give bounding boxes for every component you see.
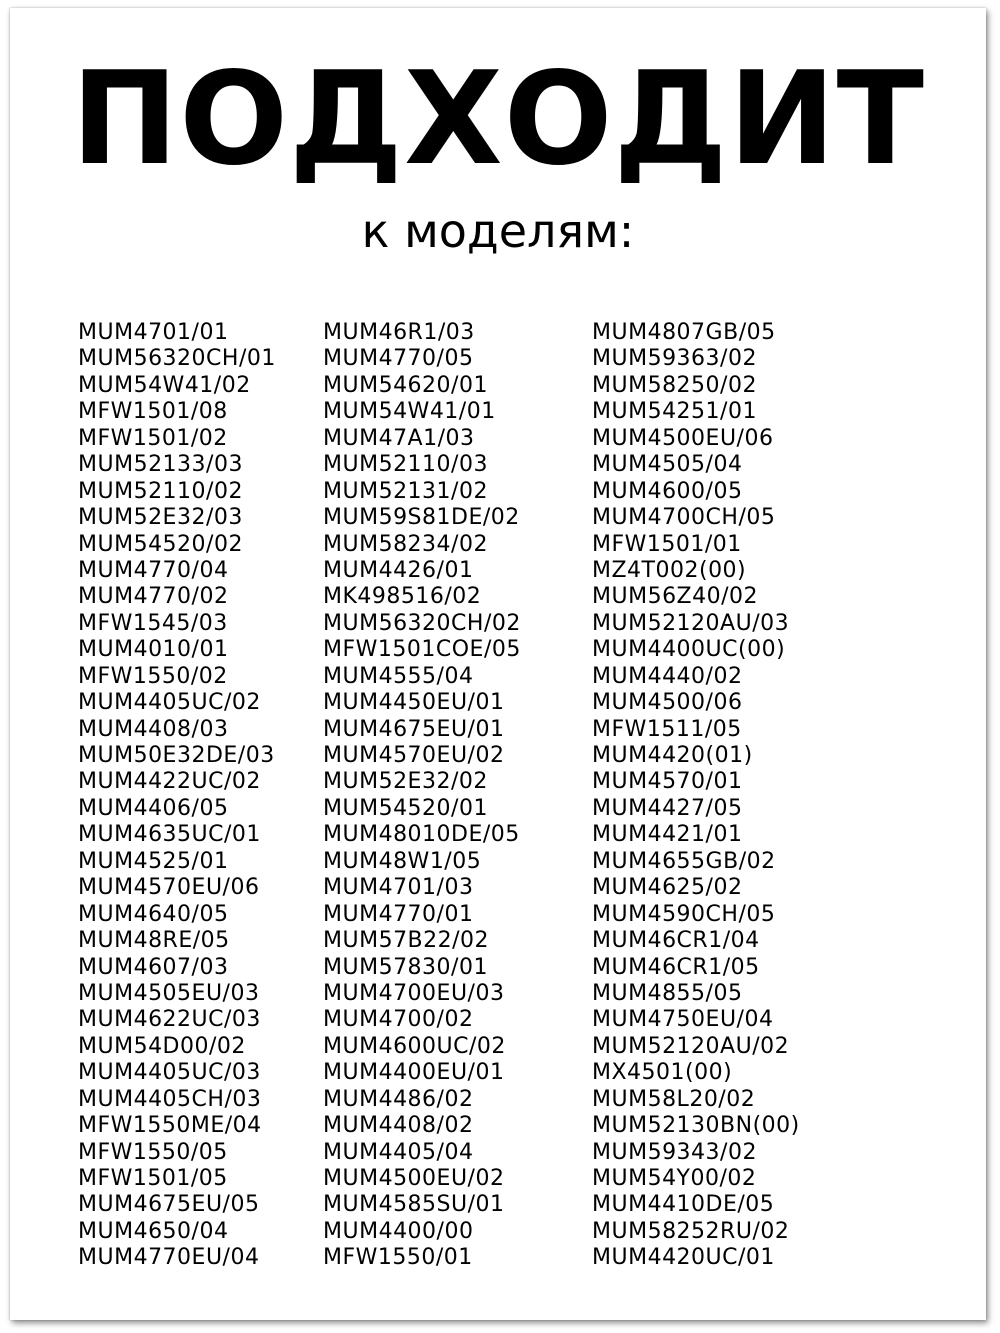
model-item: MUM48W1/05 (323, 848, 482, 874)
model-item: MUM4400UC(00) (592, 637, 786, 663)
model-item: MUM4570EU/02 (323, 743, 505, 768)
model-item: MUM4770/05 (323, 346, 474, 372)
model-item: MFW1550/02 (78, 663, 228, 689)
model-item: MUM4770/01 (323, 901, 474, 927)
model-item: MX4501(00) (592, 1060, 733, 1086)
model-item: MUM4655GB/02 (592, 848, 776, 874)
model-item: MUM54W41/02 (78, 372, 251, 398)
model-item: MUM48010DE/05 (323, 822, 520, 848)
model-item: MUM4505EU/03 (78, 980, 260, 1006)
model-item: MUM4450EU/01 (323, 690, 505, 716)
model-item: MUM4750EU/04 (592, 1007, 774, 1033)
model-item: MFW1550/01 (323, 1245, 473, 1271)
model-item: MUM4770/04 (78, 557, 229, 583)
model-item: MUM57B22/02 (323, 928, 490, 954)
model-item: MUM4500/06 (592, 690, 743, 716)
model-item: MUM4406/05 (78, 795, 229, 821)
model-item: MUM4525/01 (78, 848, 229, 874)
model-item: MUM4405/04 (323, 1139, 474, 1165)
model-item: MUM4570EU/06 (78, 875, 260, 901)
model-item: MUM4500EU/02 (323, 1166, 505, 1191)
model-item: MUM4770EU/04 (78, 1245, 260, 1271)
model-item: MUM4640/05 (78, 901, 229, 927)
model-item: MUM4405UC/03 (78, 1060, 261, 1086)
model-item: MUM4770/02 (78, 584, 229, 610)
model-item: MUM4486/02 (323, 1086, 474, 1112)
model-item: MUM54Y00/02 (592, 1166, 757, 1191)
model-item: MUM4420(01) (592, 743, 753, 768)
model-item: MUM56320CH/02 (323, 610, 521, 636)
model-item: MUM46R1/03 (323, 320, 475, 345)
model-item: MUM58252RU/02 (592, 1218, 790, 1244)
model-item: MUM52130BN(00) (592, 1113, 800, 1139)
model-item: MUM4635UC/01 (78, 822, 261, 848)
model-item: MFW1545/03 (78, 610, 228, 636)
model-item: MFW1501COE/05 (323, 637, 521, 663)
model-item: MUM4422UC/02 (78, 769, 261, 795)
model-item: MUM4426/01 (323, 557, 474, 583)
model-item: MUM46CR1/04 (592, 928, 760, 954)
model-item: MUM48RE/05 (78, 928, 230, 954)
model-item: MUM56320CH/01 (78, 346, 276, 372)
model-item: MUM58250/02 (592, 372, 757, 398)
model-item: MFW1550ME/04 (78, 1113, 262, 1139)
model-list-column-2 (323, 320, 521, 1272)
model-item: MUM4405CH/03 (78, 1086, 262, 1112)
model-item: MUM52110/02 (78, 478, 243, 504)
page-subtitle: к моделям: (361, 204, 635, 258)
model-item: MUM58L20/02 (592, 1086, 756, 1112)
model-item: MUM4675EU/05 (78, 1192, 260, 1218)
model-item: MUM4701/01 (78, 320, 229, 345)
model-item: MUM59343/02 (592, 1139, 757, 1165)
model-item: MUM4807GB/05 (592, 320, 776, 345)
model-item: MUM54620/01 (323, 372, 488, 398)
model-item: MUM52E32/02 (323, 769, 488, 795)
model-item: MFW1501/02 (78, 425, 228, 451)
model-item: MUM4420UC/01 (592, 1245, 775, 1271)
model-item: MUM4700CH/05 (592, 505, 776, 531)
model-item: MUM4570/01 (592, 769, 743, 795)
model-item: MUM4585SU/01 (323, 1192, 505, 1218)
model-item: MUM58234/02 (323, 531, 488, 557)
model-item: MFW1511/05 (592, 716, 742, 742)
model-item: MUM52110/03 (323, 452, 488, 478)
model-item: MUM50E32DE/03 (78, 743, 275, 768)
model-item: MUM56Z40/02 (592, 584, 759, 610)
model-item: MUM4600/05 (592, 478, 743, 504)
model-item: MUM4500EU/06 (592, 425, 774, 451)
model-item: MUM4675EU/01 (323, 716, 505, 742)
model-item: MUM54520/02 (78, 531, 243, 557)
model-item: MUM4855/05 (592, 980, 743, 1006)
model-item: MUM4622UC/03 (78, 1007, 261, 1033)
model-item: MUM4010/01 (78, 637, 229, 663)
model-item: MUM52120AU/03 (592, 610, 790, 636)
model-item: MUM4400EU/01 (323, 1060, 505, 1086)
model-item: MUM59363/02 (592, 346, 757, 372)
model-item: MUM4427/05 (592, 795, 743, 821)
model-item: MFW1501/08 (78, 399, 228, 425)
model-item: MUM4700EU/03 (323, 980, 505, 1006)
model-item: MUM4555/04 (323, 663, 474, 689)
model-item: MUM57830/01 (323, 954, 488, 980)
model-item: MFW1501/05 (78, 1166, 228, 1191)
model-item: MUM4701/03 (323, 875, 474, 901)
model-item: MUM52120AU/02 (592, 1033, 790, 1059)
model-item: MUM4408/03 (78, 716, 229, 742)
model-item: MUM4700/02 (323, 1007, 474, 1033)
model-item: MZ4T002(00) (592, 557, 747, 583)
model-item: MUM47A1/03 (323, 425, 475, 451)
model-item: MUM4421/01 (592, 822, 743, 848)
model-list-column-1 (78, 320, 276, 1272)
page-title: ПОДХОДИТ (71, 45, 925, 194)
model-item: MUM46CR1/05 (592, 954, 760, 980)
model-item: MUM54251/01 (592, 399, 757, 425)
model-item: MUM4600UC/02 (323, 1033, 506, 1059)
product-card (10, 8, 986, 1320)
model-item: MUM4440/02 (592, 663, 743, 689)
model-item: MK498516/02 (323, 584, 482, 610)
model-item: MUM52133/03 (78, 452, 243, 478)
model-item: MUM59S81DE/02 (323, 505, 520, 531)
model-item: MUM4408/02 (323, 1113, 474, 1139)
model-item: MUM54D00/02 (78, 1033, 246, 1059)
model-item: MUM4410DE/05 (592, 1192, 775, 1218)
model-list-column-3 (592, 320, 800, 1272)
model-item: MUM4625/02 (592, 875, 743, 901)
model-item: MUM4505/04 (592, 452, 743, 478)
model-item: MFW1501/01 (592, 531, 742, 557)
model-item: MUM4405UC/02 (78, 690, 261, 716)
model-item: MUM4590CH/05 (592, 901, 776, 927)
model-item: MUM4400/00 (323, 1218, 474, 1244)
model-item: MUM4650/04 (78, 1218, 229, 1244)
model-item: MUM54520/01 (323, 795, 488, 821)
model-item: MFW1550/05 (78, 1139, 228, 1165)
model-item: MUM4607/03 (78, 954, 229, 980)
model-item: MUM54W41/01 (323, 399, 496, 425)
model-item: MUM52131/02 (323, 478, 488, 504)
model-item: MUM52E32/03 (78, 505, 243, 531)
